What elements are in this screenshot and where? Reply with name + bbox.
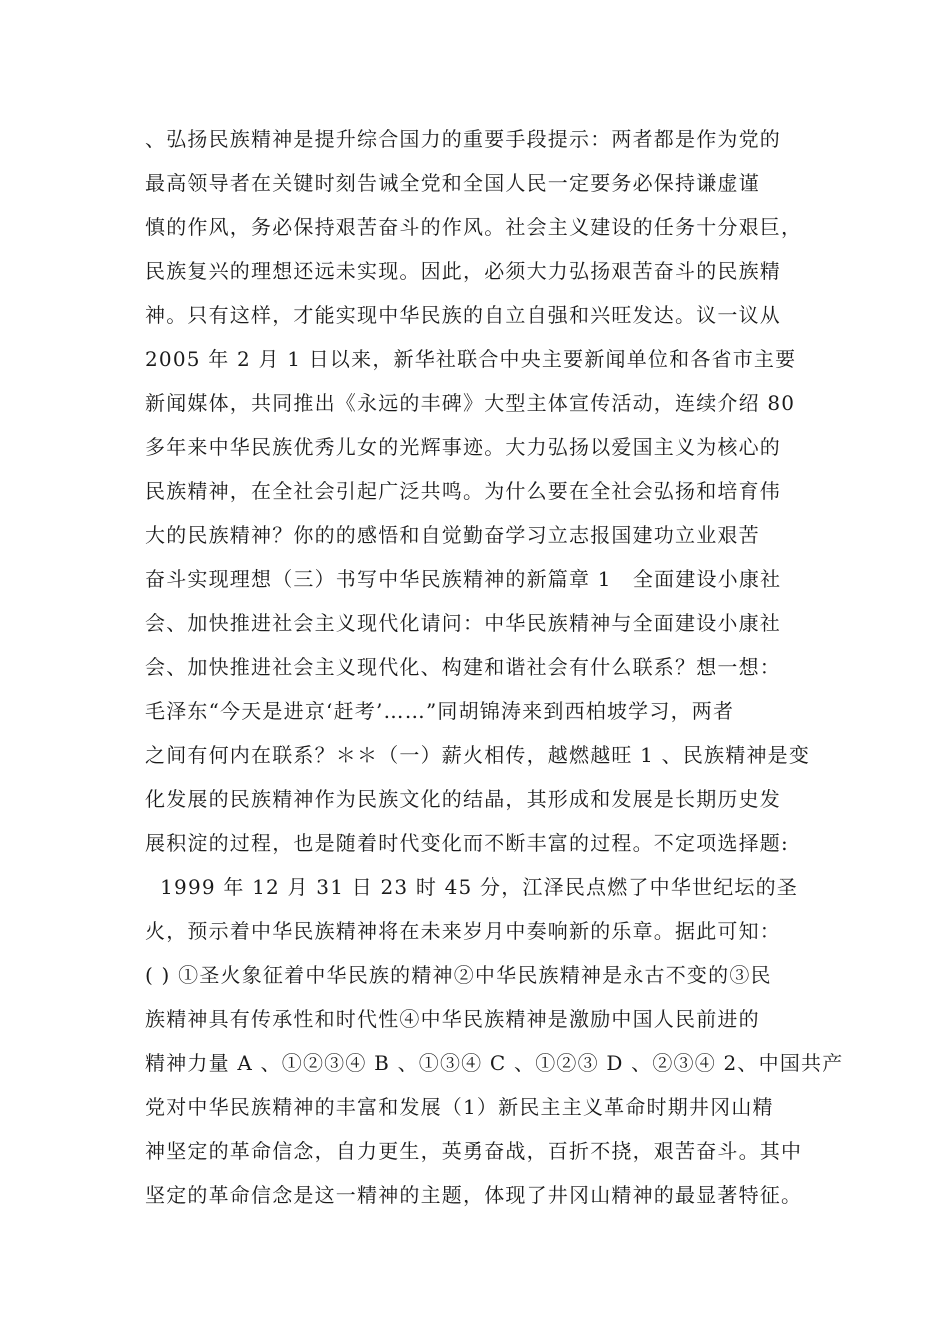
text-line: 1999 年 12 月 31 日 23 时 45 分，江泽民点燃了中华世纪坛的圣 [145, 875, 799, 899]
text-line: 神坚定的革命信念，自力更生，英勇奋战，百折不挠，艰苦奋斗。其中 [145, 1139, 803, 1163]
text-line: 之间有何内在联系？＊＊（一）薪火相传，越燃越旺 1 、民族精神是变 [145, 743, 811, 767]
text-line: 党对中华民族精神的丰富和发展（1）新民主主义革命时期井冈山精 [145, 1095, 774, 1119]
text-line: 神。只有这样，才能实现中华民族的自立自强和兴旺发达。议一议从 [145, 303, 781, 327]
text-line: 新闻媒体，共同推出《永远的丰碑》大型主体宣传活动，连续介绍 80 [145, 391, 796, 415]
text-line: 精神力量 A 、①②③④ B 、①③④ C 、①②③ D 、②③④ 2、中国共产 [145, 1051, 844, 1075]
text-line: 大的民族精神？你的的感悟和自觉勤奋学习立志报国建功立业艰苦 [145, 523, 760, 547]
text-line: 最高领导者在关键时刻告诫全党和全国人民一定要务必保持谦虚谨 [145, 171, 760, 195]
text-line: 2005 年 2 月 1 日以来，新华社联合中央主要新闻单位和各省市主要 [145, 347, 797, 371]
text-line: 、弘扬民族精神是提升综合国力的重要手段提示：两者都是作为党的 [145, 127, 781, 151]
text-line: 民族精神，在全社会引起广泛共鸣。为什么要在全社会弘扬和培育伟 [145, 479, 781, 503]
text-line: 会、加快推进社会主义现代化请问：中华民族精神与全面建设小康社 [145, 611, 781, 635]
text-line: 火，预示着中华民族精神将在未来岁月中奏响新的乐章。据此可知： [145, 919, 781, 943]
text-line: 坚定的革命信念是这一精神的主题，体现了井冈山精神的最显著特征。 [145, 1183, 803, 1207]
text-line: 慎的作风，务必保持艰苦奋斗的作风。社会主义建设的任务十分艰巨， [145, 215, 803, 239]
text-line: 会、加快推进社会主义现代化、构建和谐社会有什么联系？想一想： [145, 655, 781, 679]
text-line: ( ) ①圣火象征着中华民族的精神②中华民族精神是永古不变的③民 [145, 963, 772, 987]
text-line: 族精神具有传承性和时代性④中华民族精神是激励中国人民前进的 [145, 1007, 760, 1031]
text-line: 多年来中华民族优秀儿女的光辉事迹。大力弘扬以爱国主义为核心的 [145, 435, 781, 459]
text-line: 奋斗实现理想（三）书写中华民族精神的新篇章 1 全面建设小康社 [145, 567, 782, 591]
text-line: 化发展的民族精神作为民族文化的结晶，其形成和发展是长期历史发 [145, 787, 781, 811]
text-line: 民族复兴的理想还远未实现。因此，必须大力弘扬艰苦奋斗的民族精 [145, 259, 781, 283]
text-line: 展积淀的过程，也是随着时代变化而不断丰富的过程。不定项选择题: [145, 831, 789, 855]
text-line: 毛泽东“今天是进京‘赶考’……”同胡锦涛来到西柏坡学习，两者 [145, 699, 735, 723]
